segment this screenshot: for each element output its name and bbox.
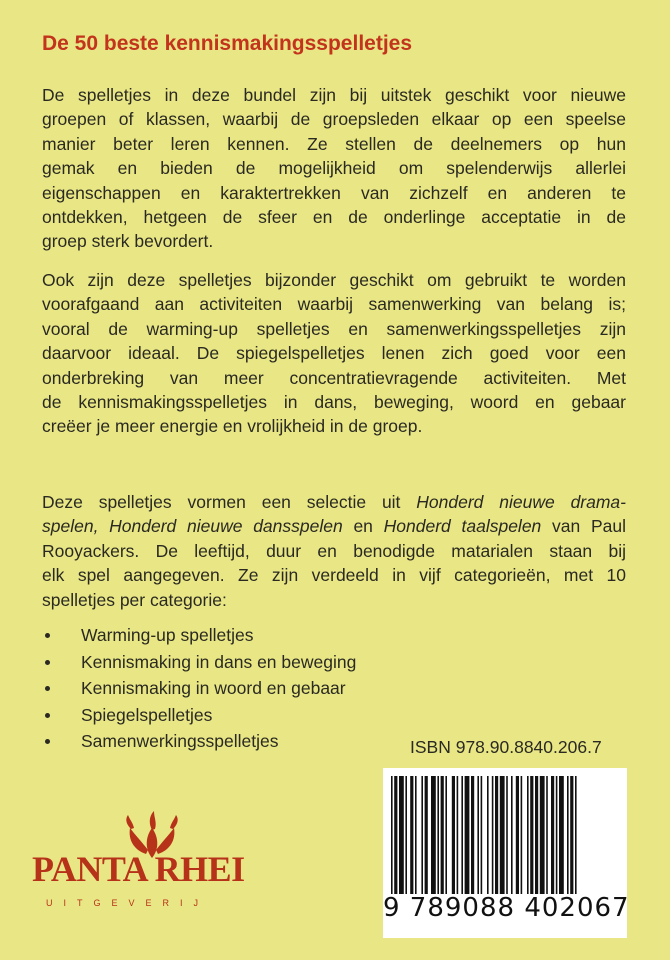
list-item: [42, 728, 356, 755]
text-line: ontdekken, hetgeen de sfeer en de onderlinge acceptatie in de: [42, 207, 626, 228]
list-item-label: Kennismaking in woord en gebaar: [81, 678, 346, 698]
book-title-ref: Honderd nieuwe drama-: [416, 492, 626, 512]
text-line: onderbreking van meer concentratievragende activiteiten. Met: [42, 367, 626, 388]
barcode: [383, 768, 630, 938]
text-line: [42, 514, 626, 538]
list-item-label: Warming-up spelletjes: [81, 625, 254, 645]
paragraph-intro: [42, 83, 626, 254]
text-run: Deze spelletjes vormen een selectie uit: [42, 492, 417, 512]
list-item: [42, 649, 356, 676]
barcode-number: 9 789088 402067: [383, 893, 630, 923]
text-line: groep sterk bevordert.: [42, 231, 214, 252]
text-line: vooral de warming-up spelletjes en samenwerkingsspelletjes zijn: [42, 318, 626, 339]
text-line: [42, 490, 626, 514]
text-line: de kennismakingsspelletjes in dans, beweging, woord en gebaar: [42, 392, 626, 413]
text-line: spelletjes per categorie:: [42, 589, 227, 610]
list-item: [42, 675, 356, 702]
list-item-label: Samenwerkingsspelletjes: [81, 731, 279, 751]
book-title-ref: Honderd taalspelen: [383, 516, 542, 537]
paragraph-usage: [42, 268, 626, 439]
text-line: Rooyackers. De leeftijd, duur en benodigde matarialen staan bij: [42, 540, 626, 561]
text-line: manier beter leren kennen. Ze stellen de deelnemers op hun: [42, 133, 626, 154]
list-item-label: Kennismaking in dans en beweging: [81, 651, 357, 672]
text-line: Ook zijn deze spelletjes bijzonder geschikt om gebruikt te worden: [42, 270, 626, 290]
list-item: [42, 702, 356, 729]
publisher-logo: [32, 810, 262, 935]
text-line: De spelletjes in deze bundel zijn bij uitstek geschikt voor nieuwe: [42, 85, 626, 105]
text-line: voorafgaand aan activiteiten waarbij samenwerking van belang is;: [42, 294, 626, 315]
book-title-ref: spelen, Honderd nieuwe dansspelen: [42, 516, 343, 537]
list-item: [42, 622, 356, 649]
paragraph-selection: [42, 490, 626, 612]
bullet-icon: [45, 739, 50, 744]
bullet-icon: [45, 713, 50, 718]
text-line: elk spel aangegeven. Ze zijn verdeeld in vijf categorieën, met 10: [42, 565, 626, 586]
text-run: en: [342, 516, 384, 537]
publisher-name: PANTA RHEI: [32, 849, 245, 889]
text-line: gemak en bieden de mogelijkheid om spelenderwijs allerlei: [42, 158, 626, 179]
text-line: daarvoor ideaal. De spiegelspelletjes lenen zich goed voor een: [42, 343, 626, 364]
book-title: De 50 beste kennismakingsspelletjes: [42, 32, 413, 55]
barcode-bars-icon: [383, 768, 627, 898]
category-list: [42, 622, 356, 755]
bullet-icon: [45, 660, 50, 665]
text-line: eigenschappen en karaktertrekken van zichzelf en anderen te: [42, 182, 626, 203]
publisher-subtitle: UITGEVERIJ: [46, 898, 210, 908]
bullet-icon: [45, 633, 50, 638]
list-item-label: Spiegelspelletjes: [81, 704, 213, 725]
text-line: creëer je meer energie en vrolijkheid in de groep.: [42, 416, 423, 437]
text-run: van Paul: [541, 516, 626, 537]
isbn-label: ISBN 978.90.8840.206.7: [410, 737, 602, 757]
bullet-icon: [45, 686, 50, 691]
text-line: groepen of klassen, waarbij de groepsleden elkaar op een speelse: [42, 109, 626, 130]
